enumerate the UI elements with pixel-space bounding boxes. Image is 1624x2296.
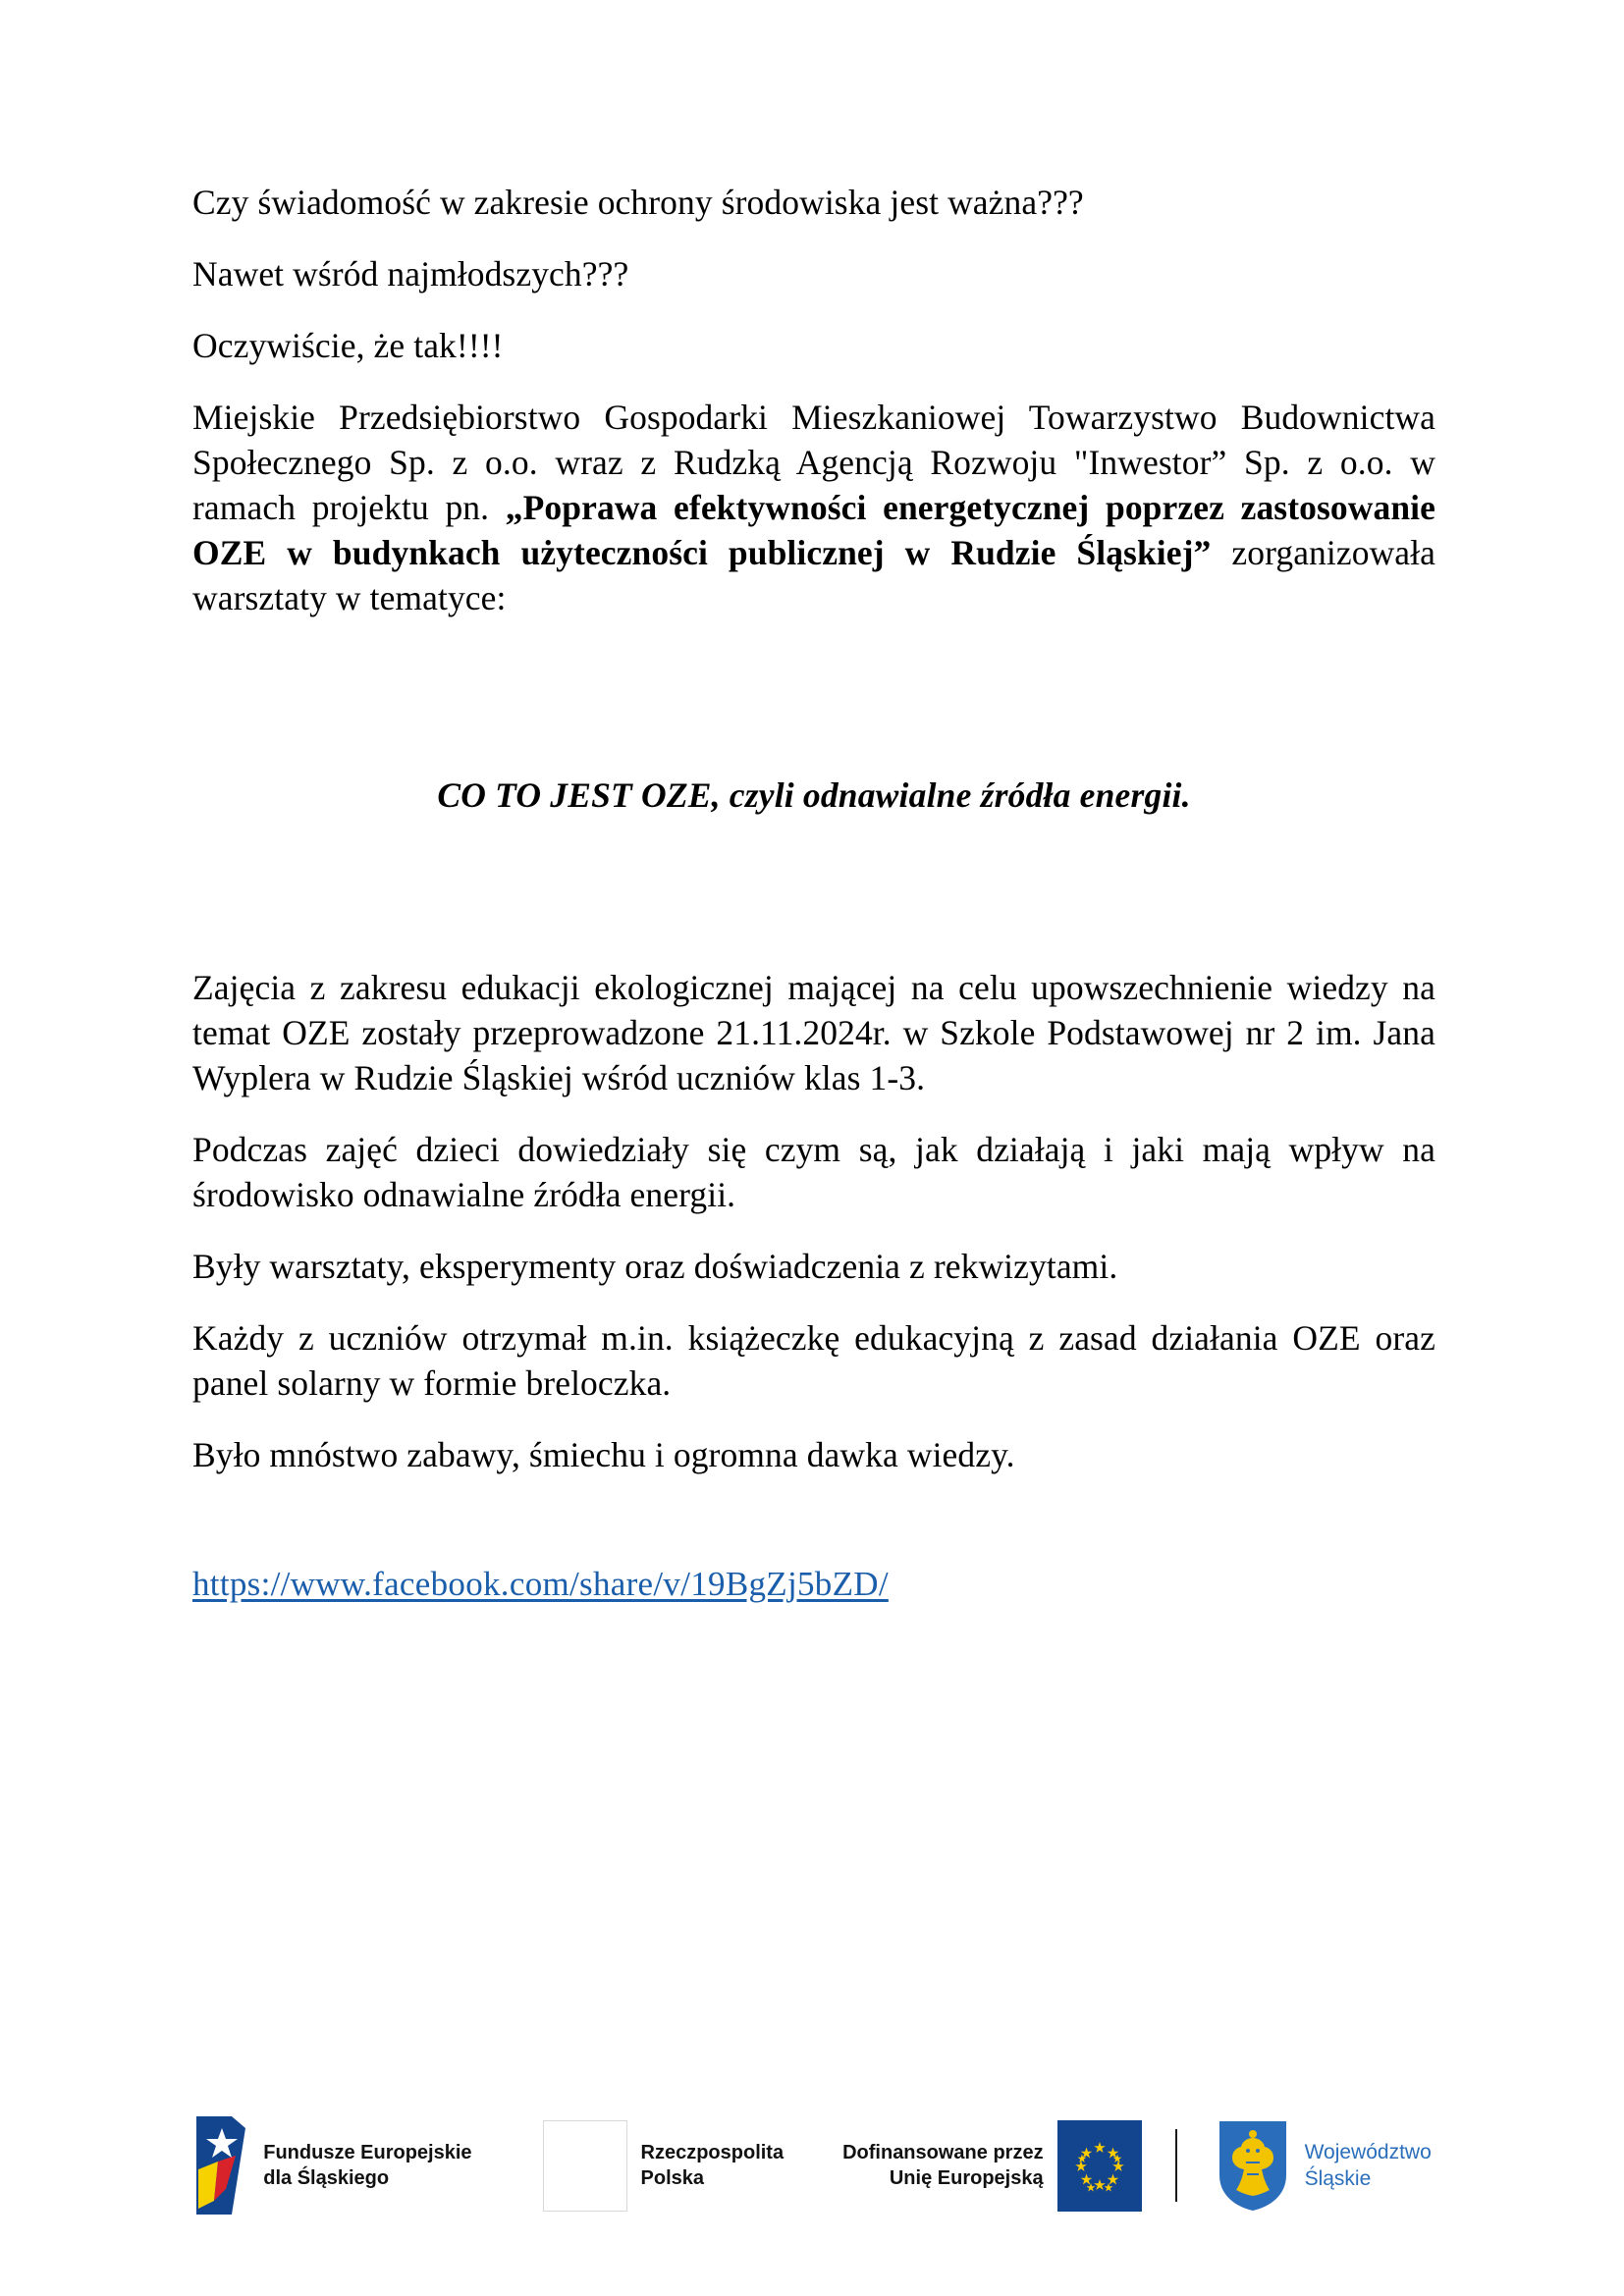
project-name-bold: „Poprawa efektywności energetycznej poprzez zastosowanie OZE w budynkach użyteczności publicznej w Rudzie Śląskiej”: [192, 488, 1435, 572]
heading-caps-part: CO TO JEST OZE: [437, 775, 712, 815]
facebook-share-link[interactable]: https://www.facebook.com/share/v/19BgZj5bZD/: [192, 1565, 889, 1603]
logo-wojewodztwo-slaskie: [1217, 2118, 1432, 2213]
footer-logo-strip: [0, 2107, 1624, 2224]
dofinansowane-line-2: Unię Europejską: [889, 2167, 1044, 2189]
document-body: [192, 180, 1435, 1607]
fundusze-europejskie-label: [263, 2140, 471, 2191]
logo-fundusze-europejskie: [192, 2112, 471, 2218]
wojewodztwo-slaskie-label: [1305, 2139, 1432, 2192]
spacer-before-heading: [192, 647, 1435, 773]
intro-text-before-project-name: Miejskie Przedsiębiorstwo Gospodarki Mieszkaniowej Towarzystwo Budownictwa Społecznego Sp. z o.o. wraz z Rudzką Agencją Rozwoju "Inwestor” Sp. z o.o. w ramach projektu pn.: [192, 398, 1435, 527]
link-container: [192, 1562, 1435, 1607]
heading-rest-part: , czyli odnawialne źródła energii.: [711, 775, 1191, 815]
fundusze-europejskie-line-2: dla Śląskiego: [263, 2167, 390, 2189]
wojewodztwo-line-2: Śląskie: [1304, 2167, 1372, 2190]
fundusze-europejskie-line-1: Fundusze Europejskie: [263, 2142, 472, 2163]
paragraph-body-4: Każdy z uczniów otrzymał m.in. książeczkę edukacyjną z zasad działania OZE oraz panel solarny w formie breloczka.: [192, 1318, 1435, 1403]
paragraph-body-1: Zajęcia z zakresu edukacji ekologicznej mającej na celu upowszechnienie wiedzy na temat OZE zostały przeprowadzone 21.11.2024r. w Szkole Podstawowej nr 2 im. Jana Wyplera w Rudzie Śląskiej wśród uczniów klas 1-3.: [192, 968, 1435, 1097]
dofinansowane-label: [842, 2140, 1043, 2191]
spacer-after-heading: [192, 818, 1435, 965]
logo-rzeczpospolita-polska: [543, 2120, 785, 2212]
paragraph-question-1: Czy świadomość w zakresie ochrony środowiska jest ważna???: [192, 183, 1084, 222]
slaskie-coat-of-arms-icon: [1217, 2118, 1289, 2213]
rzeczpospolita-line-2: Polska: [640, 2167, 704, 2189]
intro-text-after-project-name: zorganizowała warsztaty w tematyce:: [192, 533, 1435, 617]
paragraph-body-3: Były warsztaty, eksperymenty oraz doświadczenia z rekwizytami.: [192, 1247, 1118, 1286]
logo-dofinansowane-przez-ue: [842, 2120, 1141, 2212]
paragraph-question-3: Oczywiście, że tak!!!!: [192, 326, 504, 365]
rzeczpospolita-line-1: Rzeczpospolita: [640, 2142, 785, 2163]
footer-divider: [1175, 2129, 1177, 2202]
section-heading-oze: [192, 773, 1435, 818]
fundusze-europejskie-icon: [192, 2112, 249, 2218]
rzeczpospolita-polska-label: [641, 2140, 785, 2191]
wojewodztwo-line-1: Województwo: [1304, 2141, 1432, 2163]
paragraph-project-intro: [192, 395, 1435, 620]
paragraph-body-2: Podczas zajęć dzieci dowiedziały się czym są, jak działają i jaki mają wpływ na środowisko odnawialne źródła energii.: [192, 1130, 1435, 1214]
eu-flag-icon: [1057, 2120, 1142, 2212]
polish-flag-icon: [543, 2120, 627, 2212]
paragraph-question-2: Nawet wśród najmłodszych???: [192, 254, 629, 294]
paragraph-body-5: Było mnóstwo zabawy, śmiechu i ogromna dawka wiedzy.: [192, 1435, 1015, 1474]
dofinansowane-line-1: Dofinansowane przez: [842, 2142, 1044, 2163]
